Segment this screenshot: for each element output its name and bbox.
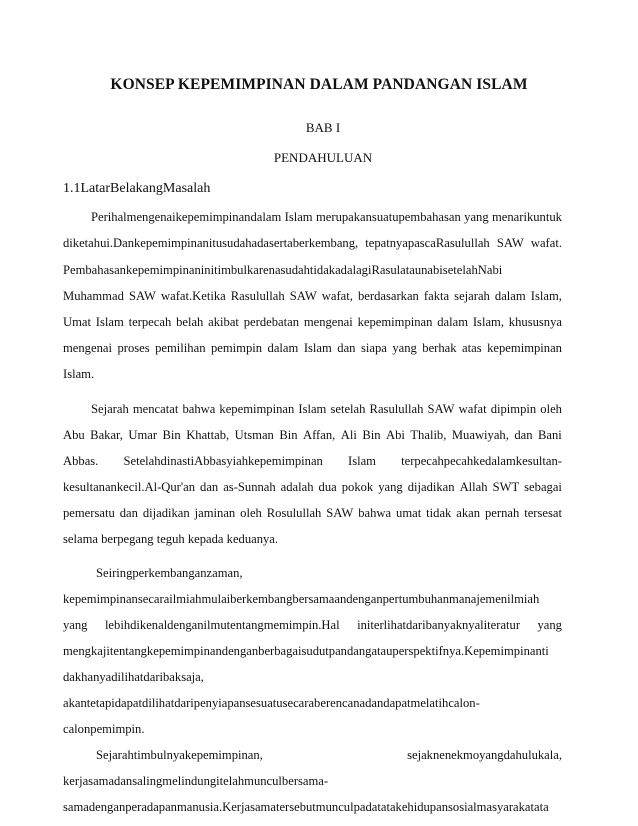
word: belah — [176, 315, 204, 329]
word: umat — [396, 506, 422, 520]
word: pemimpin — [210, 341, 263, 355]
word: atas — [462, 341, 482, 355]
word: Rasulullah — [230, 289, 285, 303]
word: mengenai — [303, 315, 353, 329]
word: Islam — [95, 315, 124, 329]
word: SAW — [496, 236, 524, 250]
word: Bani — [538, 428, 562, 442]
word: pemersatu — [63, 506, 115, 520]
word: Rasulullah — [369, 402, 424, 416]
word: SAW — [427, 402, 455, 416]
word: yang — [464, 210, 489, 224]
word: akibat — [208, 315, 239, 329]
word: menarikuntuk — [492, 210, 562, 224]
paragraph-line — [63, 289, 562, 304]
paragraph-line — [63, 480, 562, 495]
paragraph-line: selama berpegang teguh kepada keduanya. — [63, 532, 279, 546]
word: yang — [378, 480, 403, 494]
paragraph-line: samadenganperadapanmanusia.Kerjasamatersebutmunculpadatatakehidupansosialmasyarakatata — [63, 800, 549, 814]
word: Bin — [279, 428, 298, 442]
paragraph-line: dakhanyadilihatdaribaksaja, — [63, 670, 204, 684]
word: Islam — [284, 210, 313, 224]
word: perdebatan — [243, 315, 299, 329]
word: Umar — [128, 428, 158, 442]
word: Utsman — [234, 428, 274, 442]
word: dua — [318, 480, 337, 494]
word: tersesat — [524, 506, 562, 520]
word: SetelahdinastiAbbasyiahkepemimpinan — [123, 454, 323, 468]
word: Thalib, — [410, 428, 447, 442]
word: terpecah — [128, 315, 172, 329]
word: jaminan — [194, 506, 236, 520]
paragraph-line — [63, 454, 562, 469]
paragraph-line: mengkajitentangkepemimpinandenganberbagaisudutpandangatauperspektifnya.Kepemimpinanti — [63, 644, 549, 658]
word: kepemimpinan — [219, 402, 295, 416]
section-heading: 1.1LatarBelakangMasalah — [63, 181, 211, 196]
paragraph-line: Islam. — [63, 367, 95, 381]
word: Rosulullah — [266, 506, 322, 520]
paragraph-line: PembahasankepemimpinaninitimbulkarenasudahtidakadalagiRasulataunabisetelahNabi — [63, 263, 503, 277]
word: Bin — [162, 428, 181, 442]
paragraph-line — [63, 618, 562, 633]
word: dalam — [437, 315, 469, 329]
word: dan — [200, 480, 219, 494]
paragraph-line — [63, 428, 562, 443]
word: Islam — [348, 454, 376, 468]
word: dijadikan — [407, 480, 455, 494]
word: wafat, — [321, 289, 353, 303]
word: pernah — [485, 506, 520, 520]
word: SAW — [289, 289, 317, 303]
word: berhak — [422, 341, 457, 355]
word: Bakar, — [90, 428, 123, 442]
word: Islam, — [472, 315, 504, 329]
word: dan — [119, 506, 138, 520]
paragraph-line: kepemimpinansecarailmiahmulaiberkembangbersamaandenganpertumbuhanmanajemenilmiah — [63, 592, 540, 606]
word: dipimpin — [490, 402, 537, 416]
word: berdasarkan — [358, 289, 419, 303]
word: sejarah — [454, 289, 490, 303]
word: Islam, — [530, 289, 562, 303]
word: tepatnyapascaRasulullah — [365, 236, 490, 250]
paragraph-line — [63, 506, 562, 521]
word: adalah — [280, 480, 314, 494]
paragraph-line — [63, 236, 562, 251]
document-title: KONSEP KEPEMIMPINAN DALAM PANDANGAN ISLAM — [110, 76, 528, 93]
paragraph-line — [63, 210, 562, 225]
word: Sejarah — [91, 402, 129, 416]
paragraph-line — [63, 341, 562, 356]
word: mencatat — [132, 402, 179, 416]
word: Muhammad — [63, 289, 124, 303]
word: khususnya — [508, 315, 562, 329]
word: oleh — [540, 402, 562, 416]
word: Muawiyah, — [451, 428, 509, 442]
word: siapa — [360, 341, 387, 355]
word: merupakansuatupembahasan — [315, 210, 461, 224]
word: Ali — [340, 428, 357, 442]
word: kesultanankecil.Al-Qur'an — [63, 480, 196, 494]
word: wafat. — [530, 236, 562, 250]
word: pokok — [341, 480, 374, 494]
word: dan — [337, 341, 356, 355]
word: dalam — [267, 341, 299, 355]
paragraph-line: Seiringperkembanganzaman, — [96, 566, 243, 580]
word: Sejarahtimbulnyakepemimpinan, — [96, 748, 263, 762]
word: Khattab, — [186, 428, 230, 442]
word: as-Sunnah — [223, 480, 276, 494]
word: SWT — [492, 480, 520, 494]
word: Abbas. — [63, 454, 99, 468]
word: wafat — [458, 402, 487, 416]
word: proses — [117, 341, 150, 355]
word: diketahui.Dankepemimpinanitusudahadasertaberkembang, — [63, 236, 359, 250]
paragraph-line — [63, 315, 562, 330]
word: bahwa — [358, 506, 392, 520]
word: oleh — [240, 506, 262, 520]
paragraph-line — [63, 402, 562, 417]
word: lebihdikenaldenganilmutentangmemimpin.Hal — [104, 618, 340, 632]
word: kepemimpinan — [487, 341, 562, 355]
word: yang — [537, 618, 562, 632]
word: yang — [392, 341, 417, 355]
word: dalam — [494, 289, 526, 303]
word: SAW — [326, 506, 354, 520]
word: kepemimpinan — [357, 315, 433, 329]
word: Islam — [298, 402, 327, 416]
word: mengenai — [63, 341, 112, 355]
word: fakta — [423, 289, 450, 303]
word: akan — [456, 506, 481, 520]
word: initerlihatdaribanyaknyaliteratur — [357, 618, 521, 632]
word: SAW — [128, 289, 156, 303]
word: Bin — [362, 428, 381, 442]
word: pemilihan — [155, 341, 206, 355]
word: sejaknenekmoyangdahulukala, — [407, 748, 562, 762]
chapter-number: BAB I — [305, 120, 341, 135]
paragraph-line: kerjasamadansalingmelindungitelahmunculbersama- — [63, 774, 329, 788]
word: Affan, — [303, 428, 336, 442]
word: Islam — [303, 341, 332, 355]
word: tidak — [426, 506, 452, 520]
paragraph-line: akantetapidapatdilihatdaripenyiapansesuatusecaraberencanadandapatmelatihcalon- — [63, 696, 480, 710]
word: yang — [63, 618, 88, 632]
word: wafat.Ketika — [161, 289, 226, 303]
paragraph-line: calonpemimpin. — [63, 722, 145, 736]
paragraph-line — [63, 748, 562, 763]
word: dijadikan — [142, 506, 190, 520]
word: terpecahpecahkedalamkesultan- — [401, 454, 562, 468]
word: setelah — [330, 402, 366, 416]
word: dan — [514, 428, 533, 442]
chapter-title: PENDAHULUAN — [273, 150, 373, 165]
word: Umat — [63, 315, 91, 329]
word: Abi — [386, 428, 405, 442]
word: sebagai — [524, 480, 562, 494]
word: Perihalmengenaikepemimpinandalam — [91, 210, 282, 224]
word: Allah — [459, 480, 488, 494]
word: bahwa — [182, 402, 216, 416]
word: Abu — [63, 428, 85, 442]
